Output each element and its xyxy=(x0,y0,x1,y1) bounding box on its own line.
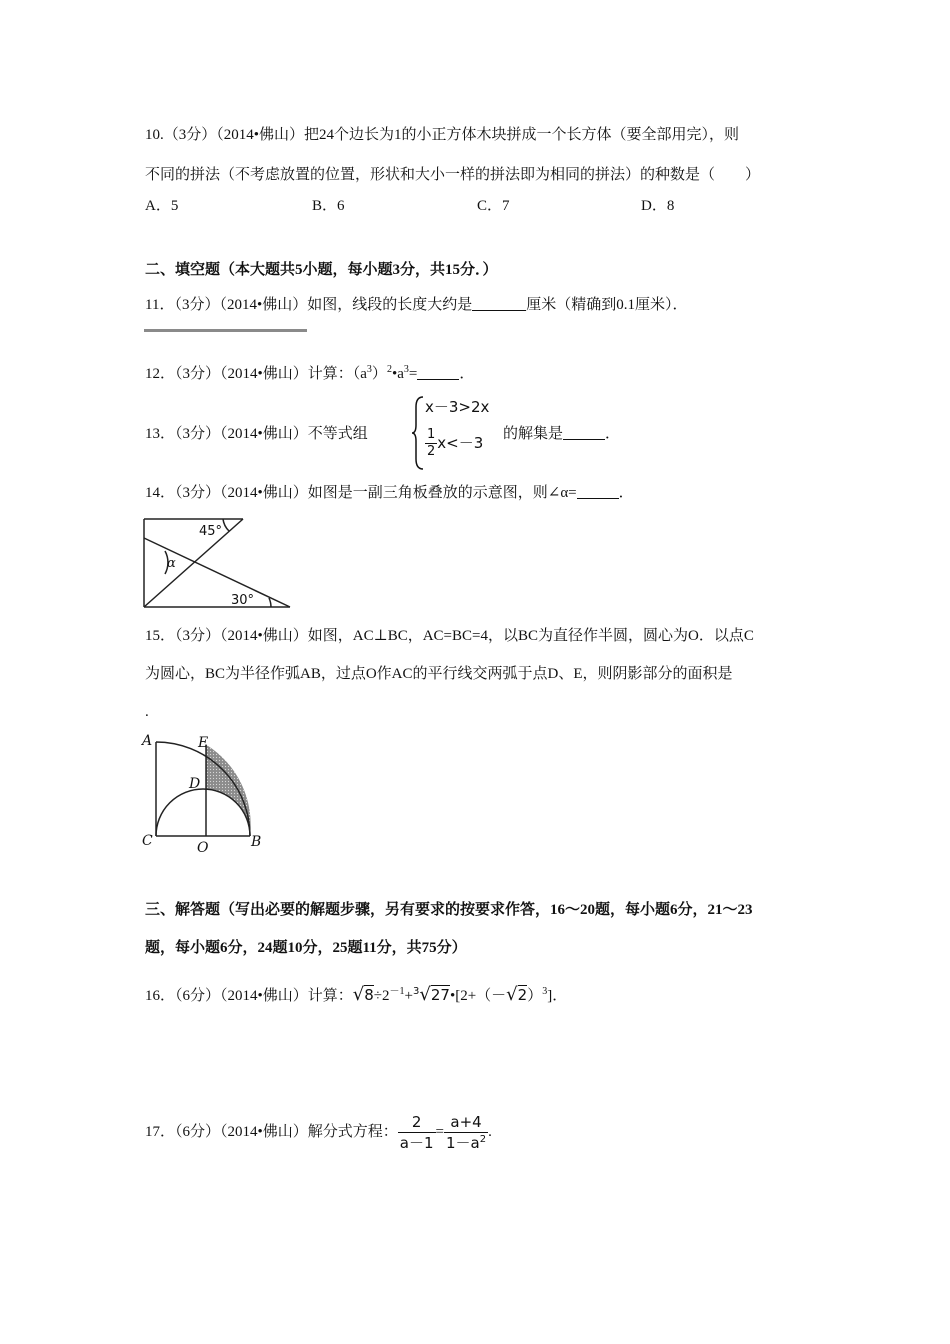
q15-label-a: A xyxy=(142,733,153,749)
section3-line2: 题，每小题6分，24题10分，25题11分，共75分） xyxy=(145,940,467,956)
q16-radicand-8: 8 xyxy=(364,986,374,1004)
q12-mid2: •a xyxy=(391,366,404,382)
q11-text-b: 厘米（精确到0.1厘米）． xyxy=(526,297,688,313)
q13-brace xyxy=(411,395,425,471)
q12-exp1: 3 xyxy=(366,364,372,375)
q17-frac2-den xyxy=(444,1132,488,1153)
q12-text xyxy=(145,364,474,384)
q14-text-a: 14．（3分）（2014•佛山）如图是一副三角板叠放的示意图，则∠α= xyxy=(145,485,577,501)
q10-option-b: B．6 xyxy=(312,198,345,214)
q11-blank xyxy=(472,296,526,311)
q10-line2: 不同的拼法（不考虑放置的位置，形状和大小一样的拼法即为相同的拼法）的种数是（ ） xyxy=(145,167,761,183)
q14-blank xyxy=(577,484,619,499)
q16-text xyxy=(145,985,567,1006)
q14-text-b: ． xyxy=(618,485,634,501)
q14-hypotenuse-45 xyxy=(144,519,243,607)
q15-label-b: B xyxy=(251,834,262,850)
section2-title: 二、填空题（本大题共5小题，每小题3分，共15分．） xyxy=(145,262,498,278)
q16-sqrt-2: √2 xyxy=(506,984,528,1005)
q15-line3: . xyxy=(145,704,149,720)
q12-exp3: 3 xyxy=(403,364,409,375)
q17-text xyxy=(145,1112,492,1153)
q16-plus: + xyxy=(404,988,413,1004)
q15-label-e: E xyxy=(198,735,209,751)
section3-line1: 三、解答题（写出必要的解题步骤，另有要求的按要求作答，16～20题，每小题6分，21～23 xyxy=(145,902,753,918)
q10-line1: 10.（3分）（2014•佛山）把24个边长为1的小正方体木块拼成一个长方体（要全部用完），则 xyxy=(145,127,740,143)
q15-label-d: D xyxy=(189,776,201,792)
q13-suffix-b: ． xyxy=(605,426,621,442)
q14-arc-45 xyxy=(223,519,229,531)
q12-blank xyxy=(417,365,459,380)
q13-frac-num: 1 xyxy=(427,427,436,442)
q17-prefix: 17．（6分）（2014•佛山）解分式方程： xyxy=(145,1124,398,1140)
q17-suffix: . xyxy=(488,1124,492,1140)
q16-cube-index: 3 xyxy=(413,986,420,997)
q15-label-o: O xyxy=(197,840,209,856)
q17-frac1-num: 2 xyxy=(411,1113,422,1132)
q12-suffix: ． xyxy=(459,366,475,382)
q15-line2: 为圆心，BC为半径作弧AB，过点O作AC的平行线交两弧于点D、E，则阴影部分的面积是 xyxy=(145,666,733,682)
q16-div: ÷2 xyxy=(373,988,390,1004)
q17-fraction-1 xyxy=(398,1112,436,1153)
q16-bracket-b: ） xyxy=(527,988,543,1004)
q13-inequality-1: x－3>2x xyxy=(425,398,490,416)
q13-inequality-2 xyxy=(425,427,483,460)
q17-frac2-den-a: 1－a xyxy=(445,1134,480,1153)
q17-frac2-den-exp: 2 xyxy=(479,1134,487,1146)
q17-eq: = xyxy=(435,1124,444,1140)
q16-radicand-27: 27 xyxy=(430,986,450,1004)
q12-mid3: = xyxy=(408,366,418,382)
q16-exp-neg1: －1 xyxy=(389,986,405,997)
q11-text xyxy=(145,295,687,315)
q13-prefix: 13．（3分）（2014•佛山）不等式组 xyxy=(145,426,368,442)
q10-option-c: C．7 xyxy=(477,198,510,214)
q14-label-45: 45° xyxy=(199,524,223,539)
q13-ineq2-rest: x<－3 xyxy=(437,434,484,452)
q16-exp3: 3 xyxy=(542,986,548,997)
q16-sqrt-8: √8 xyxy=(352,984,374,1005)
q17-frac1-den: a－1 xyxy=(399,1134,434,1153)
q14-text xyxy=(145,483,634,503)
q15-arc-figure xyxy=(140,732,270,857)
q14-arc-30 xyxy=(269,598,271,607)
q10-option-d: D．8 xyxy=(641,198,675,214)
q15-label-c: C xyxy=(142,833,153,849)
q10-option-a: A．5 xyxy=(145,198,179,214)
q16-prefix: 16．（6分）（2014•佛山）计算： xyxy=(145,988,353,1004)
q14-label-30: 30° xyxy=(231,593,255,608)
q13-suffix-a: 的解集是 xyxy=(503,426,564,442)
q17-fraction-2 xyxy=(444,1112,488,1153)
q16-bracket-a: •[2+（－ xyxy=(449,988,507,1004)
q16-bracket-c: ]． xyxy=(547,988,568,1004)
q17-frac2-num: a+4 xyxy=(450,1113,482,1132)
q16-cbrt-27: $^3$√27 xyxy=(413,984,450,1005)
q13-frac-den: 2 xyxy=(427,444,436,459)
q15-line1: 15．（3分）（2014•佛山）如图，AC⊥BC，AC=BC=4，以BC为直径作半圆，圆心为O．以点C xyxy=(145,628,754,644)
q11-text-a: 11．（3分）（2014•佛山）如图，线段的长度大约是 xyxy=(145,297,473,313)
q16-radicand-2: 2 xyxy=(517,986,528,1004)
q14-label-alpha: α xyxy=(167,556,176,571)
q12-prefix: 12．（3分）（2014•佛山）计算：（a xyxy=(145,366,367,382)
q13-suffix xyxy=(503,424,620,444)
q14-triangle-figure xyxy=(143,518,293,610)
q11-measure-segment xyxy=(144,329,307,332)
q13-blank xyxy=(563,425,605,440)
q12-exp2: 2 xyxy=(386,364,392,375)
q13-fraction xyxy=(425,427,437,460)
q12-mid1: ） xyxy=(371,366,387,382)
